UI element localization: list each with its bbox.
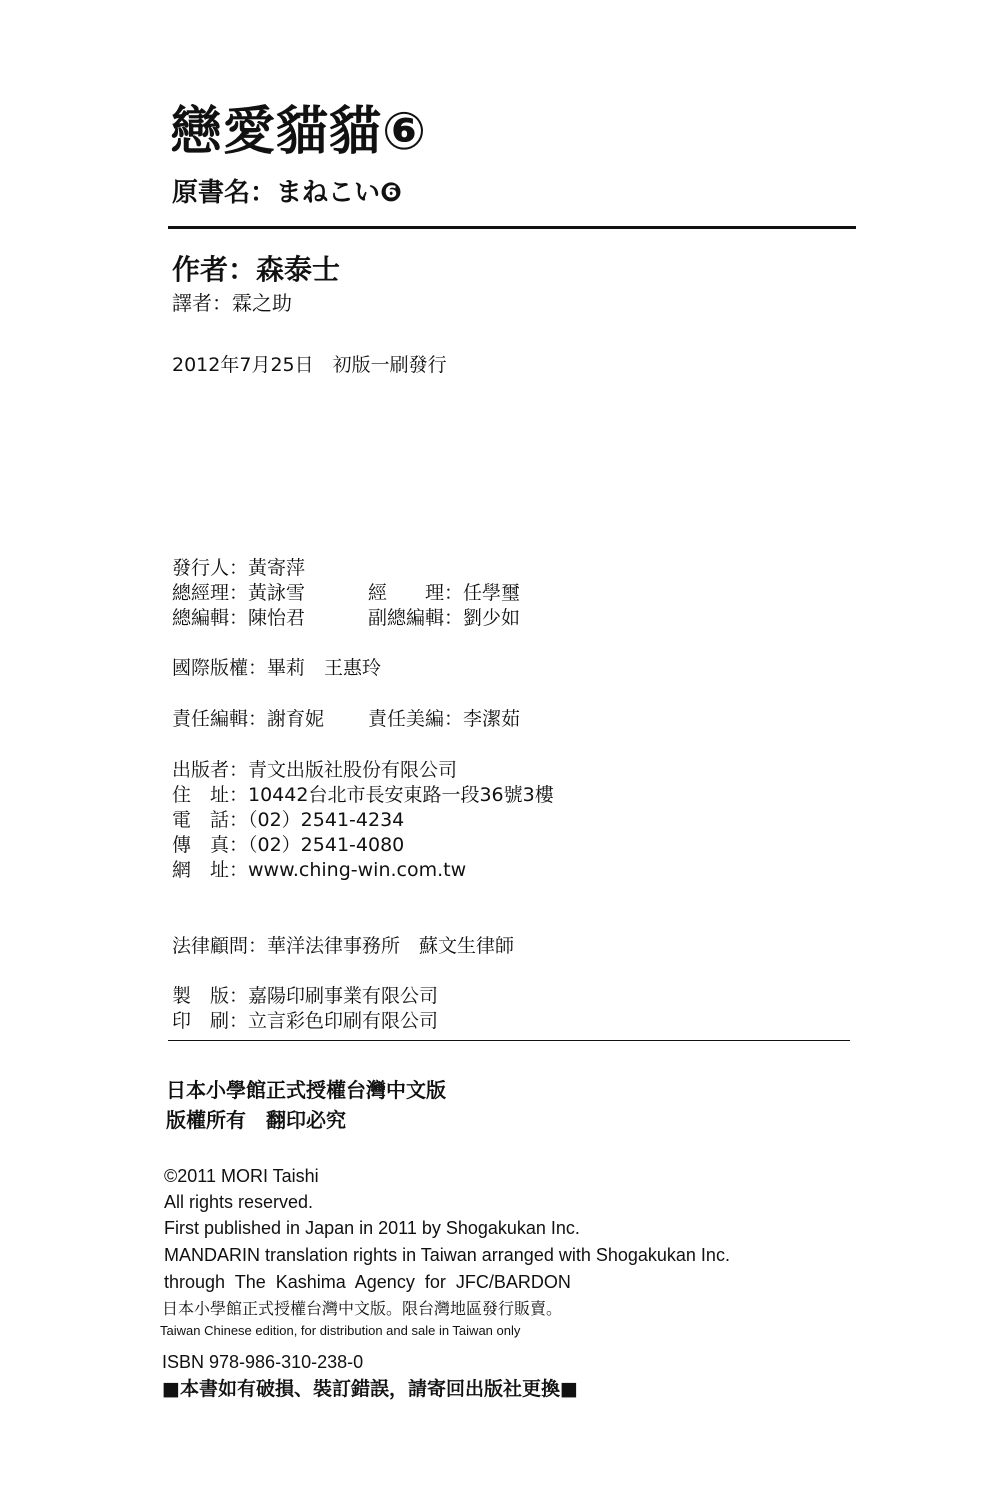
- section-divider: [168, 1040, 850, 1041]
- staff-row-in-charge: [172, 707, 521, 732]
- staff-row-publisher: [172, 556, 305, 581]
- intl-rights: 國際版權：畢莉 王惠玲: [172, 657, 382, 679]
- book-title: 戀愛貓貓⑥: [170, 102, 428, 162]
- staff-row-editors: [172, 606, 521, 631]
- general-manager: 總經理：黃詠雪: [172, 582, 306, 604]
- distribution-en: Taiwan Chinese edition, for distribution and sale in Taiwan only: [160, 1323, 521, 1338]
- copyright-line: ©2011 MORI Taishi: [164, 1166, 319, 1186]
- agency-line: through The Kashima Agency for JFC/BARDON: [164, 1272, 571, 1292]
- license-cn: 日本小學館正式授權台灣中文版: [166, 1078, 446, 1102]
- chief-editor: 總編輯：陳怡君: [172, 607, 306, 629]
- publisher-website: 網 址：www.ching-win.com.tw: [172, 859, 467, 881]
- original-title: 原書名：まねこい❻: [172, 178, 403, 208]
- rights-reserved-line: All rights reserved.: [164, 1192, 314, 1212]
- manager: 經 理：任學璽: [368, 582, 521, 604]
- editor-in-charge: 責任編輯：謝育妮: [172, 708, 325, 730]
- translation-rights-line: MANDARIN translation rights in Taiwan arranged with Shogakukan Inc.: [164, 1245, 730, 1265]
- publisher-phone: 電 話：（02）2541-4234: [172, 809, 405, 831]
- first-published-line: First published in Japan in 2011 by Shogakukan Inc.: [164, 1218, 580, 1238]
- publisher-address: 住 址：10442台北市長安東路一段36號3樓: [172, 784, 554, 806]
- damage-notice: ■本書如有破損、裝訂錯誤，請寄回出版社更換■: [162, 1378, 578, 1400]
- art-editor: 責任美編：李潔茹: [368, 708, 521, 730]
- publisher-fax: 傳 真：（02）2541-4080: [172, 834, 405, 856]
- translator: 譯者：霖之助: [172, 291, 292, 315]
- publisher-person: 發行人：黃寄萍: [172, 557, 306, 579]
- title-divider: [168, 226, 856, 229]
- publisher-name: 出版者：青文出版社股份有限公司: [172, 759, 458, 781]
- copyright-cn: 版權所有 翻印必究: [166, 1108, 346, 1132]
- deputy-chief-editor: 副總編輯：劉少如: [368, 607, 521, 629]
- printing: 印 刷：立言彩色印刷有限公司: [172, 1010, 439, 1032]
- plate-making: 製 版：嘉陽印刷事業有限公司: [172, 985, 439, 1007]
- staff-row-managers: [172, 581, 521, 606]
- author: 作者：森泰士: [172, 253, 341, 286]
- isbn: ISBN 978-986-310-238-0: [162, 1352, 364, 1372]
- distribution-cn: 日本小學館正式授權台灣中文版。限台灣地區發行販賣。: [162, 1299, 563, 1318]
- publish-date: 2012年7月25日 初版一刷發行: [172, 354, 447, 376]
- legal-counsel: 法律顧問：華洋法律事務所 蘇文生律師: [172, 935, 515, 957]
